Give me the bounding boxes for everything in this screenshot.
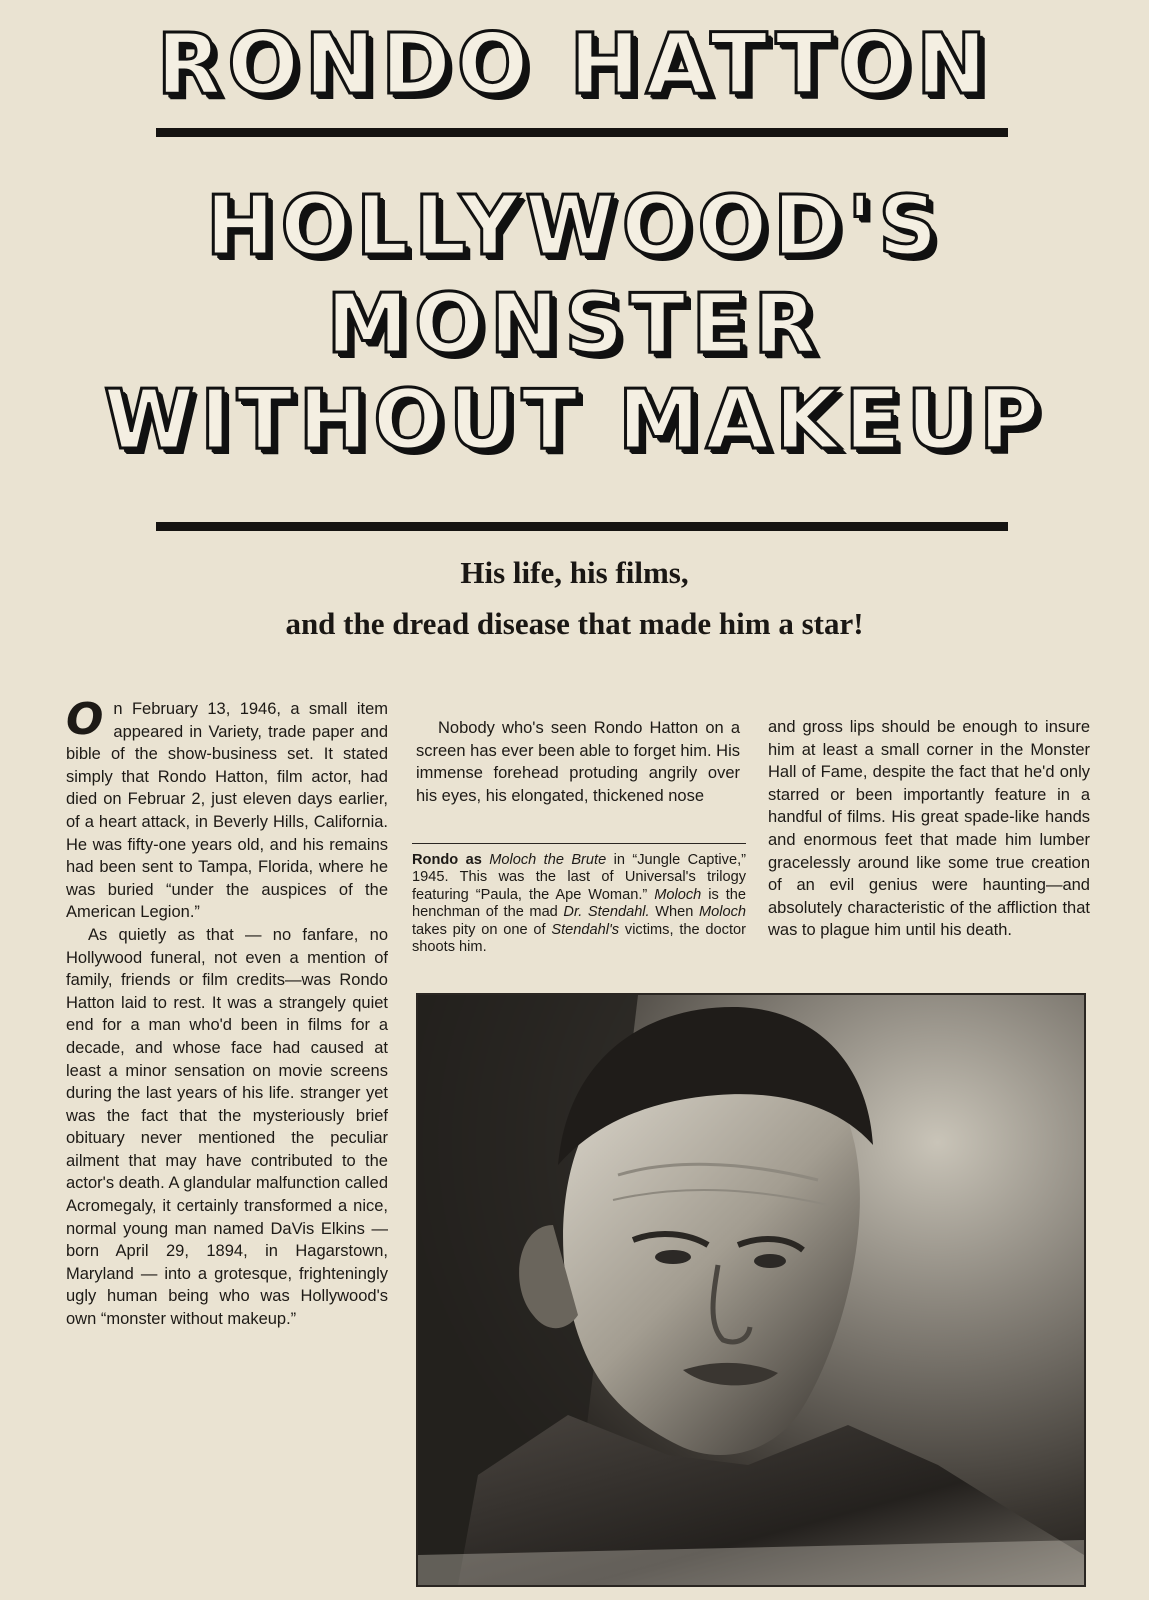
caption-role: Moloch the Brute <box>489 852 607 868</box>
subtitle-line-1: His life, his films, <box>460 555 689 590</box>
caption-text-5: victims, the doctor shoots him. <box>412 921 746 956</box>
caption-text-1: in “Jungle Captive,” 1945. This was the last of Universal's trilogy featuring “Paula, the Ape Woman.” <box>412 852 747 903</box>
caption-text-3: When <box>655 904 694 921</box>
article-paragraph-2: As quietly as that — no fanfare, no Hollywood funeral, not even a mention of family, friends or film credits—was Rondo Hatton laid to rest. It was a strangely quiet end for a man who'd been in films for a decade, and whose face had caused at least a minor sensation on movie screens during the last years of his life. stranger yet was the fact that the mysteriously brief obituary never mentioned the peculiar ailment that may have contributed to the actor's death. A glandular malfunction called Acromegaly, it certainly transformed a nice, normal young man named DaVis Elkins —born April 29, 1894, in Hagarstown, Maryland — into a grotesque, frighteningly ugly human being who was Hollywood's own “monster without makeup.” <box>66 925 388 1329</box>
caption-divider <box>412 843 746 844</box>
caption-lead: Rondo as <box>412 852 482 868</box>
article-column-2 <box>416 717 740 807</box>
caption-moloch-1: Moloch <box>654 886 702 903</box>
paragraph-1-text: n February 13, 1946, a small item appeared in Variety, trade paper and bible of the show-business set. It stated simply that Rondo Hatton, film actor, had died on Februar 2, just eleven days earlier, of a heart attack, in Beverly Hills, California. He was fifty-one years old, and his remains had been sent to Tampa, Florida, where he was buried “under the auspices of the American Legion.” <box>66 700 388 922</box>
portrait-illustration <box>418 995 1084 1585</box>
drop-cap: O <box>66 694 104 745</box>
divider-rule-bottom <box>156 522 1008 531</box>
page-title: RONDO HATTON <box>156 15 993 113</box>
caption-doctor: Dr. Stendahl. <box>563 904 650 921</box>
portrait-photo <box>416 993 1086 1587</box>
article-paragraph-1 <box>66 694 388 924</box>
caption-text-4: takes pity on one of <box>412 921 546 938</box>
divider-rule-top <box>156 128 1008 137</box>
caption-stendahl: Stendahl's <box>551 921 620 938</box>
article-column-3 <box>768 716 1090 942</box>
headline-line-3: WITHOUT MAKEUP <box>103 373 1046 468</box>
caption-text-2: is the henchman of the mad <box>412 886 746 921</box>
article-paragraph-3: Nobody who's seen Rondo Hatton on a screen has ever been able to forget him. His immense forehead protuding angrily over his eyes, his elongated, thickened nose <box>416 719 740 805</box>
caption-moloch-2: Moloch <box>698 904 746 921</box>
headline-line-1: HOLLYWOOD'S <box>205 179 944 274</box>
subtitle-line-2: and the dread disease that made him a star! <box>285 606 864 641</box>
photo-caption <box>412 852 746 956</box>
headline-line-2: MONSTER <box>326 277 823 372</box>
article-column-1 <box>66 694 388 1331</box>
article-paragraph-4: and gross lips should be enough to insure him at least a small corner in the Monster Hall of Fame, despite the fact that he'd only starred or been importantly feature in a handful of films. His great spade-like hands and enormous feet that made him lumber gracelessly around like some true creation of an evil genius were haunting—and absolutely characteristic of the affliction that was to plague him until his death. <box>768 718 1090 940</box>
